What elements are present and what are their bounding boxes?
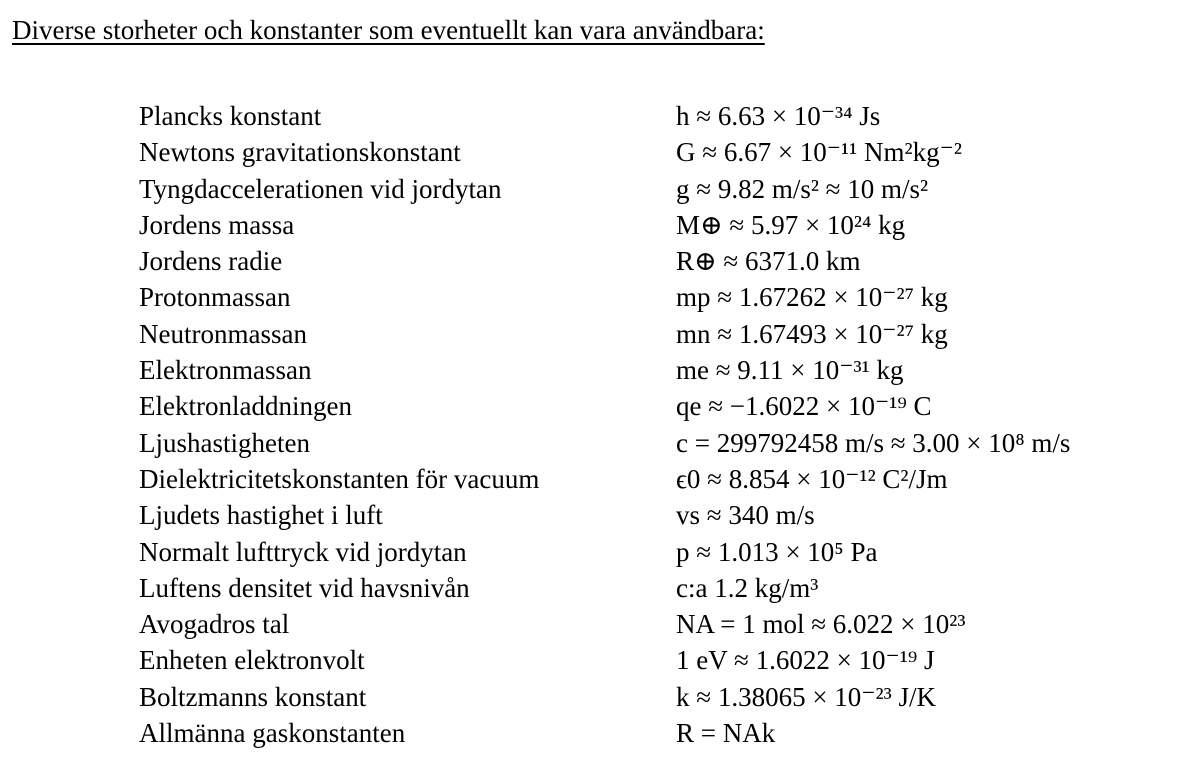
constant-value: R = NAk [676,718,776,749]
constant-row [139,606,1070,642]
constant-value: c = 299792458 m/s ≈ 3.00 × 10⁸ m/s [676,427,1071,458]
constants-table [139,98,1070,751]
constant-name: Tyngdaccelerationen vid jordytan [139,173,502,204]
constant-value: p ≈ 1.013 × 10⁵ Pa [676,536,878,567]
constant-name: Newtons gravitationskonstant [139,137,461,168]
constant-row [139,98,1070,134]
constant-name: Luftens densitet vid havsnivån [139,572,470,603]
constant-row [139,279,1070,315]
constant-row [139,715,1070,751]
constant-row [139,570,1070,606]
constant-value: mn ≈ 1.67493 × 10⁻²⁷ kg [676,318,948,349]
constant-row [139,642,1070,678]
constant-row [139,497,1070,533]
constant-value: qe ≈ −1.6022 × 10⁻¹⁹ C [676,391,932,422]
constant-name: Plancks konstant [139,101,322,131]
constant-row [139,243,1070,279]
constant-value: M⊕ ≈ 5.97 × 10²⁴ kg [676,209,906,240]
constant-name: Elektronmassan [139,355,312,386]
constant-row [139,316,1070,352]
constant-value: NA = 1 mol ≈ 6.022 × 10²³ [676,609,966,640]
constant-value: vs ≈ 340 m/s [676,500,815,531]
constant-name: Boltzmanns konstant [139,681,367,712]
constant-name: Dielektricitetskonstanten för vacuum [139,463,540,494]
constant-name: Elektronladdningen [139,391,352,422]
constant-row [139,207,1070,243]
constant-row [139,388,1070,424]
constant-value: 1 eV ≈ 1.6022 × 10⁻¹⁹ J [676,645,935,676]
constant-row [139,134,1070,170]
constant-row [139,534,1070,570]
constant-value: g ≈ 9.82 m/s² ≈ 10 m/s² [676,173,929,204]
constant-value: c:a 1.2 kg/m³ [676,572,819,603]
constant-name: Normalt lufttryck vid jordytan [139,536,467,567]
constant-name: Avogadros tal [139,609,290,640]
constant-value: R⊕ ≈ 6371.0 km [676,246,861,277]
constant-name: Allmänna gaskonstanten [139,718,406,749]
constant-name: Ljushastigheten [139,427,310,458]
constant-name: Jordens radie [139,246,283,277]
constant-name: Enheten elektronvolt [139,645,365,676]
constant-value: k ≈ 1.38065 × 10⁻²³ J/K [676,681,936,712]
constant-row [139,425,1070,461]
constant-name: Jordens massa [139,209,295,240]
constant-row [139,171,1070,207]
constant-name: Protonmassan [139,282,291,313]
constant-row [139,679,1070,715]
constant-value: ϵ0 ≈ 8.854 × 10⁻¹² C²/Jm [676,463,948,494]
constant-value: G ≈ 6.67 × 10⁻¹¹ Nm²kg⁻² [676,137,962,168]
page-heading: Diverse storheter och konstanter som eventuellt kan vara användbara: [12,15,765,45]
constant-row [139,352,1070,388]
constant-name: Ljudets hastighet i luft [139,500,383,531]
constant-name: Neutronmassan [139,318,307,349]
constant-row [139,461,1070,497]
constant-value: me ≈ 9.11 × 10⁻³¹ kg [676,355,904,386]
constant-value: mp ≈ 1.67262 × 10⁻²⁷ kg [676,282,948,313]
constant-value: h ≈ 6.63 × 10⁻³⁴ Js [676,101,881,131]
